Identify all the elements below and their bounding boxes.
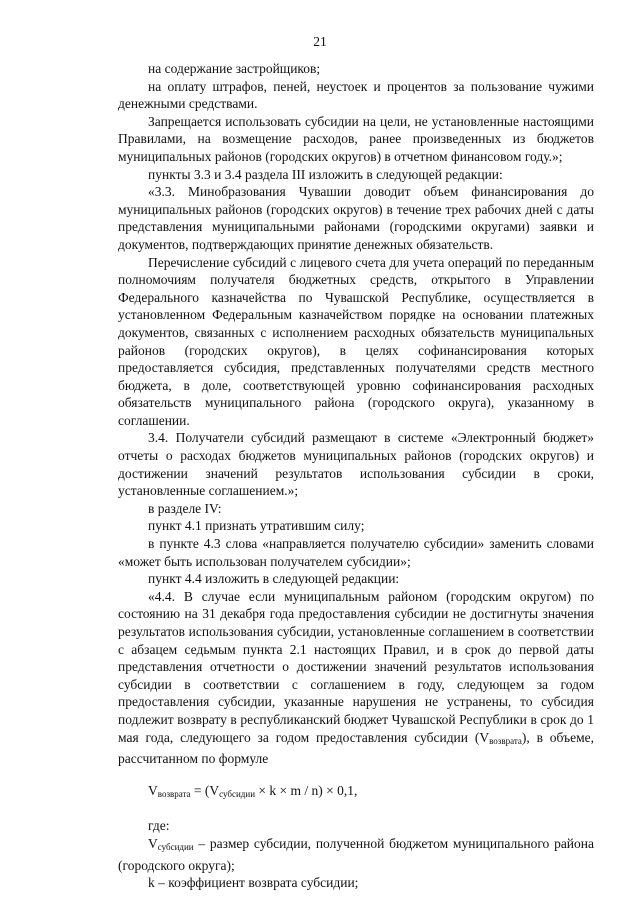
paragraph-4-4-tail: ), в объеме, рассчитанном по формуле (118, 729, 594, 767)
paragraph: в разделе IV: (148, 500, 222, 516)
definition-v-symbol: V (148, 835, 158, 851)
paragraph: в пункте 4.3 слова «направляется получателю субсидии» заменить словами «может быть использован получателем субсидии»; (118, 536, 594, 569)
definition-v-text: – размер субсидии, полученной бюджетом муниципального района (городского округа); (118, 835, 594, 873)
paragraph: на содержание застройщиков; (148, 61, 321, 76)
formula-rest: × k × m / n) × 0,1, (255, 782, 358, 798)
paragraph-4-4 (118, 588, 594, 768)
where-label: где: (148, 818, 170, 834)
paragraph: на оплату штрафов, пеней, неустоек и процентов за пользование чужими денежными средствами. (118, 78, 594, 112)
paragraph-4-4-text: «4.4. В случае если муниципальным районом (городским округом) по состоянию на 31 декабря года предоставления субсидии не достигнуты значения результатов использования субсидии, установленные соглашением в соответствии с абзацем седьмым пункта 2.1 настоящих Правил, и в срок до первой даты представления отчетности о достижении значений результатов использования субсидии в соответствии с соглашением в году, следующем за годом предоставления субсидии, указанные нарушения не устранены, то субсидия подлежит возврату в республиканский бюджет Чувашской Республики в срок до 1 мая года, следующего за годом предоставления субсидии (V (118, 588, 594, 745)
formula-sub-subsidy: субсидии (219, 788, 256, 799)
formula-eq: = (V (190, 782, 220, 798)
paragraph: Запрещается использовать субсидии на цели, не установленные настоящими Правилами, на возмещение расходов, ранее произведенных из бюджетов муниципальных районов (городских округов) в отчетном финансовом году.»; (118, 113, 594, 164)
paragraph: Перечисление субсидий с лицевого счета для учета операций по переданным полномочиям получателя бюджетных средств, открытого в Управлении Федерального казначейства по Чувашской Республике, осуществляется в установленном Федеральным казначейством порядке на основании платежных документов, связанных с исполнением расходных обязательств муниципальных районов (городских округов), в целях софинансирования которых предоставляется субсидия, представленных получателями средств местного бюджета, в доле, соответствующей уровню софинансирования расходных обязательств муниципального района (городского округа), указанному в соглашении. (118, 254, 594, 428)
definition-k: k – коэффициент возврата субсидии; (148, 875, 359, 891)
paragraph: пункт 4.4 изложить в следующей редакции: (148, 571, 400, 587)
paragraph: «3.3. Минобразования Чувашии доводит объем финансирования до муниципальных районов (городских округов) в течение трех рабочих дней с даты представления муниципальными районами (городскими округами) заявки и документов, подтверждающих принятие денежных обязательств. (118, 184, 594, 252)
page-number: 21 (313, 34, 327, 49)
paragraph: 3.4. Получатели субсидий размещают в системе «Электронный бюджет» отчеты о расходах бюджетов муниципальных районов (городских округов) и достижении значений результатов использования субсидии в сроки, установленные соглашением.»; (118, 430, 594, 499)
document-body (118, 60, 594, 892)
subscript: возврата (489, 735, 522, 746)
definition-v (118, 835, 594, 874)
formula-v: V (148, 782, 158, 798)
paragraph: пункт 4.1 признать утратившим силу; (148, 518, 365, 534)
formula (118, 782, 594, 804)
paragraph: пункты 3.3 и 3.4 раздела III изложить в следующей редакции: (148, 166, 503, 182)
formula-sub-return: возврата (157, 788, 191, 799)
definition-v-sub: субсидии (157, 841, 194, 852)
